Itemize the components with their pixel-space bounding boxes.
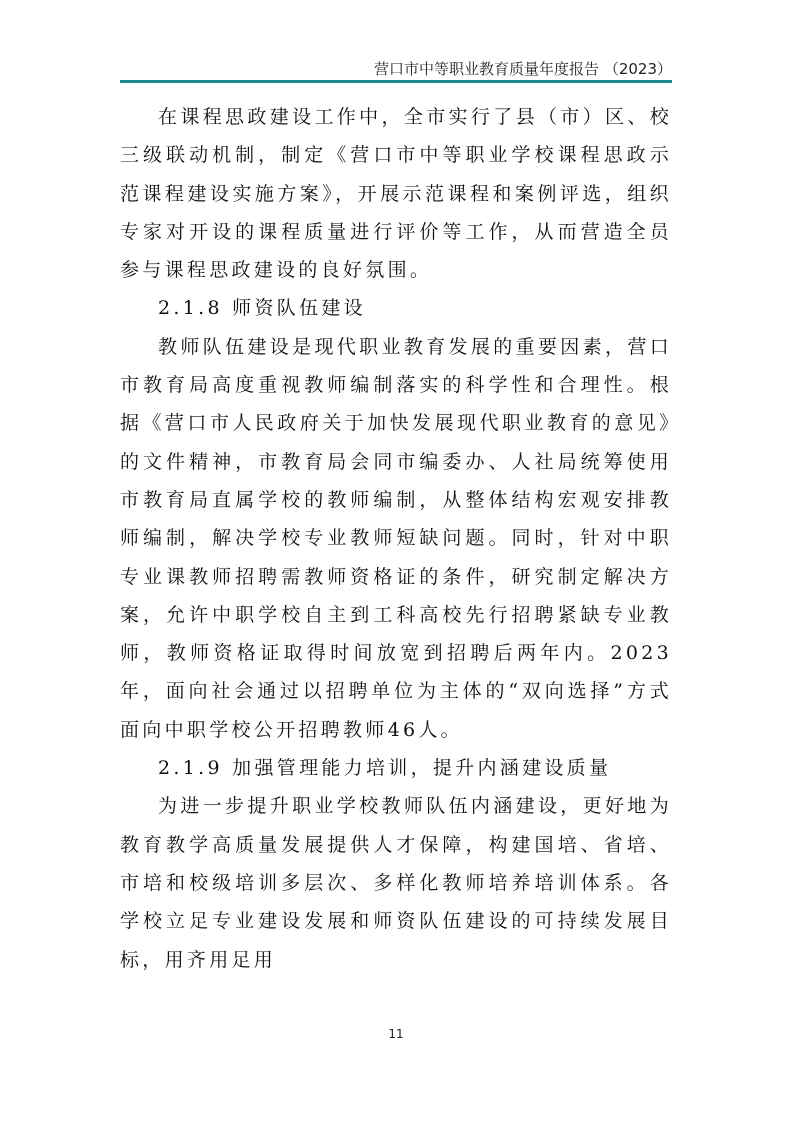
header-rule: [120, 80, 672, 83]
paragraph-curriculum-ideology: 在课程思政建设工作中，全市实行了县（市）区、校三级联动机制，制定《营口市中等职业学校课程思政示范课程建设实施方案》，开展示范课程和案例评选，组织专家对开设的课程质量进行评价等工作，从而营造全员参与课程思政建设的良好氛围。: [120, 106, 672, 282]
section-heading-2-1-8: 2.1.8 师资队伍建设: [158, 297, 366, 320]
section-heading-2-1-9: 2.1.9 加强管理能力培训，提升内涵建设质量: [158, 757, 612, 780]
document-body: [120, 98, 672, 979]
running-header: 营口市中等职业教育质量年度报告 （2023）: [374, 60, 672, 78]
paragraph-teacher-team: 教师队伍建设是现代职业教育发展的重要因素，营口市教育局高度重视教师编制落实的科学性和合理性。根据《营口市人民政府关于加快发展现代职业教育的意见》的文件精神，市教育局会同市编委办、人社局统筹使用市教育局直属学校的教师编制，从整体结构宏观安排教师编制，解决学校专业教师短缺问题。同时，针对中职专业课教师招聘需教师资格证的条件，研究制定解决方案，允许中职学校自主到工科高校先行招聘紧缺专业教师，教师资格证取得时间放宽到招聘后两年内。2023年，面向社会通过以招聘单位为主体的“双向选择”方式面向中职学校公开招聘教师46人。: [120, 335, 672, 741]
paragraph-training: 为进一步提升职业学校教师队伍内涵建设，更好地为教育教学高质量发展提供人才保障，构建国培、省培、市培和校级培训多层次、多样化教师培养培训体系。各学校立足专业建设发展和师资队伍建设的可持续发展目标，用齐用足用: [120, 795, 672, 971]
page-number: 11: [388, 1027, 404, 1041]
